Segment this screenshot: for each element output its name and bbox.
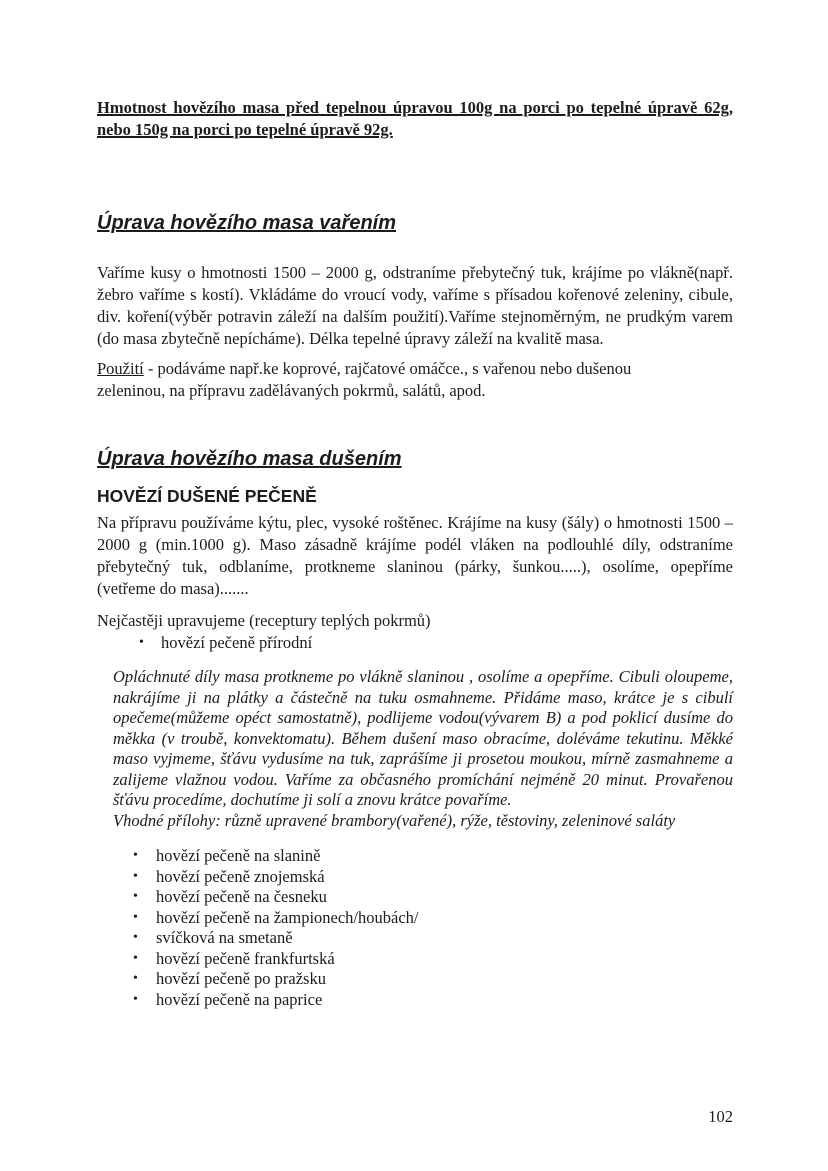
usage-text-line2: zeleninou, na přípravu zadělávaných pokrmů, salátů, apod. xyxy=(97,381,486,400)
portion-weight-note xyxy=(97,97,733,141)
list-item-label: hovězí pečeně frankfurtská xyxy=(156,948,335,968)
primary-dish-item xyxy=(97,632,733,654)
dish-variant-list xyxy=(97,846,733,1010)
list-item xyxy=(97,846,733,867)
primary-dish-label: hovězí pečeně přírodní xyxy=(161,633,313,652)
page-number: 102 xyxy=(708,1107,733,1126)
dish-title: HOVĚZÍ DUŠENÉ PEČENĚ xyxy=(97,486,317,506)
list-item-label: hovězí pečeně na paprice xyxy=(156,989,323,1009)
bullet-icon: • xyxy=(139,635,144,650)
bullet-icon: • xyxy=(133,991,138,1007)
section-heading-stewing: Úprava hovězího masa dušením xyxy=(97,448,402,470)
list-item xyxy=(97,887,733,908)
section-heading-boiling: Úprava hovězího masa vařením xyxy=(97,212,397,234)
stewing-paragraph: Na přípravu používáme kýtu, plec, vysoké roštěnec. Krájíme na kusy (šály) o hmotnosti 1500 – 2000 g (min.1000 g). Maso zásadně krájíme podél vláken na podlouhlé díly, odstraníme přebytečný tuk, odblaníme, protkneme slaninou (párky, šunkou.....), osolíme, opepříme (vetřeme do masa)....... xyxy=(97,513,733,598)
list-item-label: hovězí pečeně na česneku xyxy=(156,887,327,906)
list-item xyxy=(97,908,733,929)
list-item-label: hovězí pečeně na žampionech/houbách/ xyxy=(156,907,419,927)
usage-text-line1: - podáváme např.ke koprové, rajčatové omáčce., s vařenou nebo dušenou xyxy=(143,359,632,378)
bullet-icon: • xyxy=(133,971,138,986)
recipe-paragraph: Opláchnuté díly masa protkneme po vlákně slaninou , osolíme a opepříme. Cibuli oloupeme, nakrájíme ji na plátky a částečně na tuku osmahneme. Přidáme maso, krátce je s cibulí opečeme(můžeme opéct samostatně), podlijeme vodou(vývarem B) a pod poklicí dusíme do měkka (v troubě, konvektomatu). Během dušení maso obracíme, doléváme tekutinu. Měkké maso vyjmeme, šťávu vydusíme na tuk, zaprášíme ji prosetou moukou, mírně zasmahneme a zalijeme vlažnou vodou. Vaříme za občasného promíchání nejméně 20 minut. Provařenou šťávu procedíme, dochutíme ji solí a znovu krátce povaříme. xyxy=(113,667,733,809)
recipe-block xyxy=(97,667,733,831)
recipe-sides-line: Vhodné přílohy: různě upravené brambory(vařené), rýže, těstoviny, zeleninové saláty xyxy=(113,810,676,830)
usage-label: Použití xyxy=(97,359,144,378)
usage-paragraph xyxy=(97,358,733,402)
list-item-label: svíčková na smetaně xyxy=(156,928,293,947)
bullet-icon: • xyxy=(133,950,138,966)
recipes-intro-line: Nejčastěji upravujeme (receptury teplých pokrmů) xyxy=(97,611,431,630)
portion-weight-note-line2: nebo 150g na porci po tepelné úpravě 92g. xyxy=(97,120,393,139)
list-item xyxy=(97,949,733,970)
bullet-icon: • xyxy=(133,889,138,904)
list-item xyxy=(97,928,733,949)
page-content xyxy=(97,0,733,1010)
bullet-icon: • xyxy=(133,930,138,945)
list-item xyxy=(97,990,733,1011)
list-item-label: hovězí pečeně po pražsku xyxy=(156,969,326,988)
list-item xyxy=(97,969,733,990)
bullet-icon: • xyxy=(133,909,138,925)
bullet-icon: • xyxy=(133,848,138,863)
list-item-label: hovězí pečeně znojemská xyxy=(156,866,325,886)
portion-weight-note-line1: Hmotnost hovězího masa před tepelnou úpravou 100g na porci po tepelné úpravě 62g, xyxy=(97,98,733,117)
list-item xyxy=(97,867,733,888)
list-item-label: hovězí pečeně na slanině xyxy=(156,846,321,865)
bullet-icon: • xyxy=(133,868,138,884)
boiling-paragraph: Vaříme kusy o hmotnosti 1500 – 2000 g, odstraníme přebytečný tuk, krájíme po vlákně(např. žebro vaříme s kostí). Vkládáme do vroucí vody, vaříme s přísadou kořenové zeleniny, cibule, div. koření(výběr potravin záleží na dalším použití).Vaříme stejnoměrným, ne prudkým varem (do masa zbytečně nepícháme). Délka tepelné úpravy záleží na kvalitě masa. xyxy=(97,263,733,348)
